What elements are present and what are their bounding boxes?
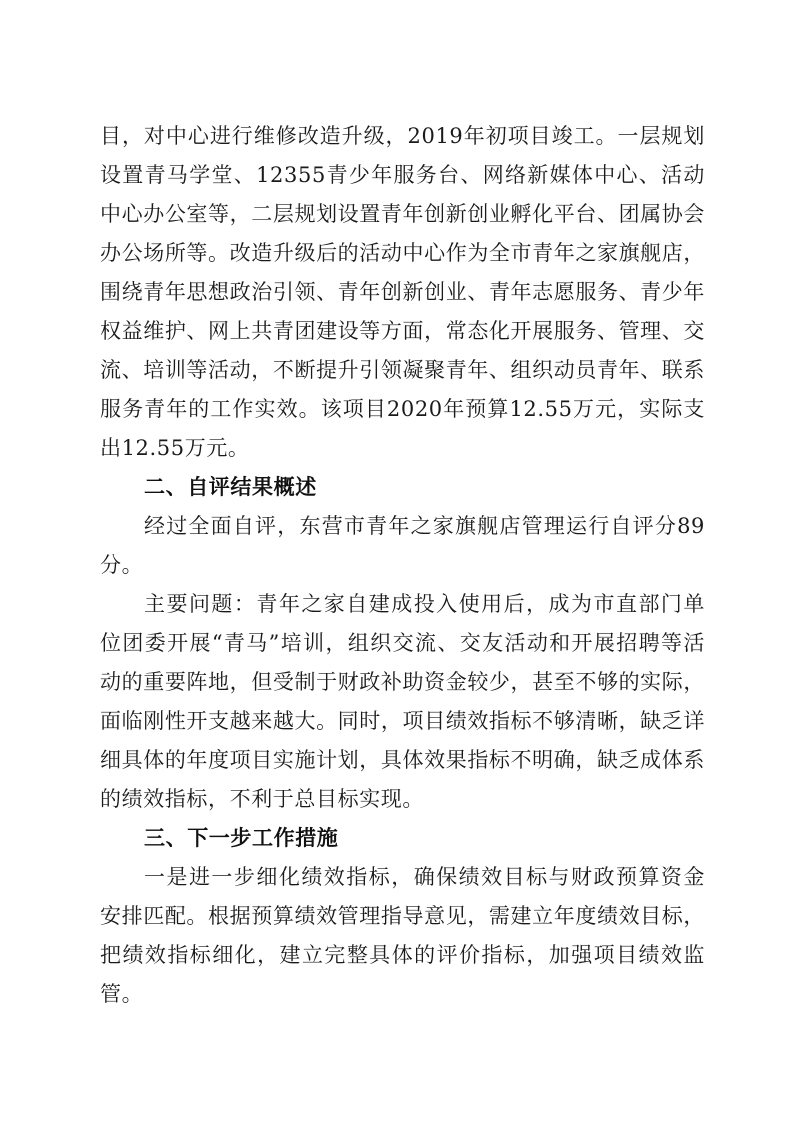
paragraph-next-step-measures: 一是进一步细化绩效指标，确保绩效目标与财政预算资金安排匹配。根据预算绩效管理指导意见，需建立年度绩效目标，把绩效指标细化，建立完整具体的评价指标，加强项目绩效监管。 bbox=[100, 865, 705, 1006]
section-heading-self-evaluation: 二、自评结果概述 bbox=[144, 475, 317, 499]
paragraph-self-evaluation-score: 经过全面自评，东营市青年之家旗舰店管理运行自评分89分。 bbox=[100, 514, 705, 577]
section-heading-next-steps: 三、下一步工作措施 bbox=[144, 826, 339, 850]
document-body bbox=[100, 117, 705, 1014]
paragraph-project-overview: 目，对中心进行维修改造升级，2019年初项目竣工。一层规划设置青马学堂、12355青少年服务台、网络新媒体中心、活动中心办公室等，二层规划设置青年创新创业孵化平台、团属协会办公场所等。改造升级后的活动中心作为全市青年之家旗舰店，围绕青年思想政治引领、青年创新创业、青年志愿服务、青少年权益维护、网上共青团建设等方面，常态化开展服务、管理、交流、培训等活动，不断提升引领凝聚青年、组织动员青年、联系服务青年的工作实效。该项目2020年预算12.55万元，实际支出12.55万元。 bbox=[100, 124, 705, 460]
paragraph-main-problems: 主要问题：青年之家自建成投入使用后，成为市直部门单位团委开展“青马”培训，组织交流、交友活动和开展招聘等活动的重要阵地，但受制于财政补助资金较少，甚至不够的实际，面临刚性开支越来越大。同时，项目绩效指标不够清晰，缺乏详细具体的年度项目实施计划，具体效果指标不明确，缺乏成体系的绩效指标，不利于总目标实现。 bbox=[100, 592, 705, 811]
